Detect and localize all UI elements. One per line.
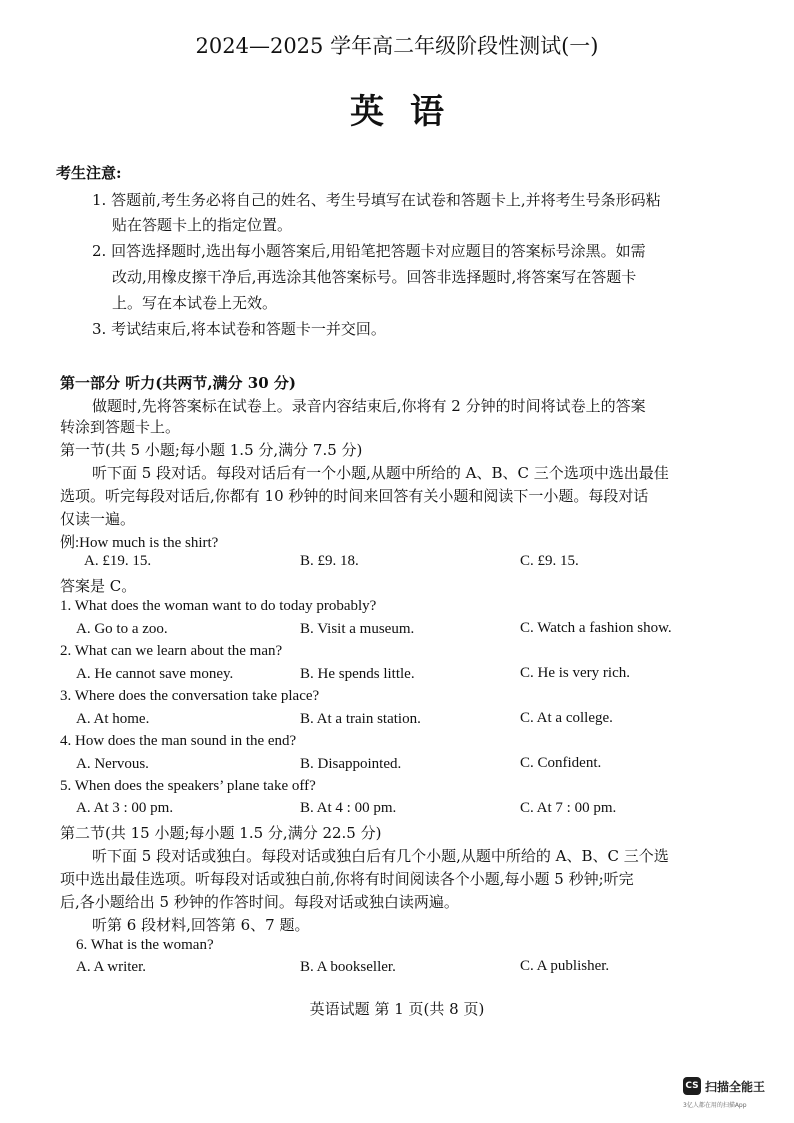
q1-option-b: B. Visit a museum. <box>300 621 415 637</box>
q6-option-b: B. A bookseller. <box>300 959 396 975</box>
subject-title: 英语 <box>350 92 470 132</box>
q1-option-c: C. Watch a fashion show. <box>520 620 672 636</box>
notice-item-2-cont: 改动,用橡皮擦干净后,再选涂其他答案标号。回答非选择题时,将答案写在答题卡 <box>112 268 637 286</box>
notice-item-2: 2. 回答选择题时,选出每小题答案后,用铅笔把答题卡对应题目的答案标号涂黑。如需 <box>92 242 646 260</box>
section2-intro-cont2: 后,各小题给出 5 秒钟的作答时间。每段对话或独白读两遍。 <box>60 893 459 911</box>
section1-heading: 第一节(共 5 小题;每小题 1.5 分,满分 7.5 分) <box>60 441 363 459</box>
example-option-b: B. £9. 18. <box>300 553 359 569</box>
question-5: 5. When does the speakers’ plane take off? <box>60 778 316 794</box>
q6-option-c: C. A publisher. <box>520 958 610 974</box>
section1-intro-cont2: 仅读一遍。 <box>60 510 136 528</box>
notice-item-2-cont2: 上。写在本试卷上无效。 <box>112 294 278 312</box>
camscanner-logo-icon: CS <box>683 1077 701 1095</box>
q4-option-b: B. Disappointed. <box>300 756 402 772</box>
part1-intro-cont: 转涂到答题卡上。 <box>60 418 181 436</box>
q4-option-a: A. Nervous. <box>76 756 149 772</box>
notice-item-3: 3. 考试结束后,将本试卷和答题卡一并交回。 <box>92 320 386 338</box>
scanner-tagline: 3亿人都在用的扫描App <box>683 1102 747 1109</box>
example-question: 例:How much is the shirt? <box>60 535 219 551</box>
q3-option-a: A. At home. <box>76 711 150 727</box>
question-6: 6. What is the woman? <box>76 937 214 953</box>
q2-option-c: C. He is very rich. <box>520 665 630 681</box>
q1-option-a: A. Go to a zoo. <box>76 621 168 637</box>
exam-title: 2024—2025 学年高二年级阶段性测试(一) <box>195 34 599 58</box>
question-3: 3. Where does the conversation take place? <box>60 688 320 704</box>
material-6-note: 听第 6 段材料,回答第 6、7 题。 <box>92 916 310 934</box>
page-footer: 英语试题 第 1 页(共 8 页) <box>309 1000 485 1018</box>
scanner-app-name: 扫描全能王 <box>705 1079 766 1094</box>
question-1: 1. What does the woman want to do today probably? <box>60 598 377 614</box>
section2-heading: 第二节(共 15 小题;每小题 1.5 分,满分 22.5 分) <box>60 824 382 842</box>
scanner-watermark <box>683 1077 765 1095</box>
q5-option-c: C. At 7 : 00 pm. <box>520 800 617 816</box>
q3-option-c: C. At a college. <box>520 710 613 726</box>
question-4: 4. How does the man sound in the end? <box>60 733 297 749</box>
notice-item-1-cont: 贴在答题卡上的指定位置。 <box>112 216 293 234</box>
example-option-c: C. £9. 15. <box>520 553 579 569</box>
q4-option-c: C. Confident. <box>520 755 602 771</box>
part1-intro: 做题时,先将答案标在试卷上。录音内容结束后,你将有 2 分钟的时间将试卷上的答案 <box>92 397 646 415</box>
example-answer: 答案是 C。 <box>60 577 137 595</box>
section1-intro: 听下面 5 段对话。每段对话后有一个小题,从题中所给的 A、B、C 三个选项中选出最佳 <box>92 464 669 482</box>
q2-option-b: B. He spends little. <box>300 666 415 682</box>
notice-heading: 考生注意: <box>56 164 122 182</box>
q2-option-a: A. He cannot save money. <box>76 666 234 682</box>
q3-option-b: B. At a train station. <box>300 711 421 727</box>
q5-option-b: B. At 4 : 00 pm. <box>300 800 397 816</box>
part1-heading: 第一部分 听力(共两节,满分 30 分) <box>60 374 296 392</box>
example-option-a: A. £19. 15. <box>84 553 152 569</box>
q5-option-a: A. At 3 : 00 pm. <box>76 800 174 816</box>
notice-item-1: 1. 答题前,考生务必将自己的姓名、考生号填写在试卷和答题卡上,并将考生号条形码粘 <box>92 191 661 209</box>
section1-intro-cont: 选项。听完每段对话后,你都有 10 秒钟的时间来回答有关小题和阅读下一小题。每段对话 <box>60 487 649 505</box>
section2-intro: 听下面 5 段对话或独白。每段对话或独白后有几个小题,从题中所给的 A、B、C 三个选 <box>92 847 669 865</box>
q6-option-a: A. A writer. <box>76 959 146 975</box>
question-2: 2. What can we learn about the man? <box>60 643 283 659</box>
section2-intro-cont: 项中选出最佳选项。听每段对话或独白前,你将有时间阅读各个小题,每小题 5 秒钟;听完 <box>60 870 634 888</box>
